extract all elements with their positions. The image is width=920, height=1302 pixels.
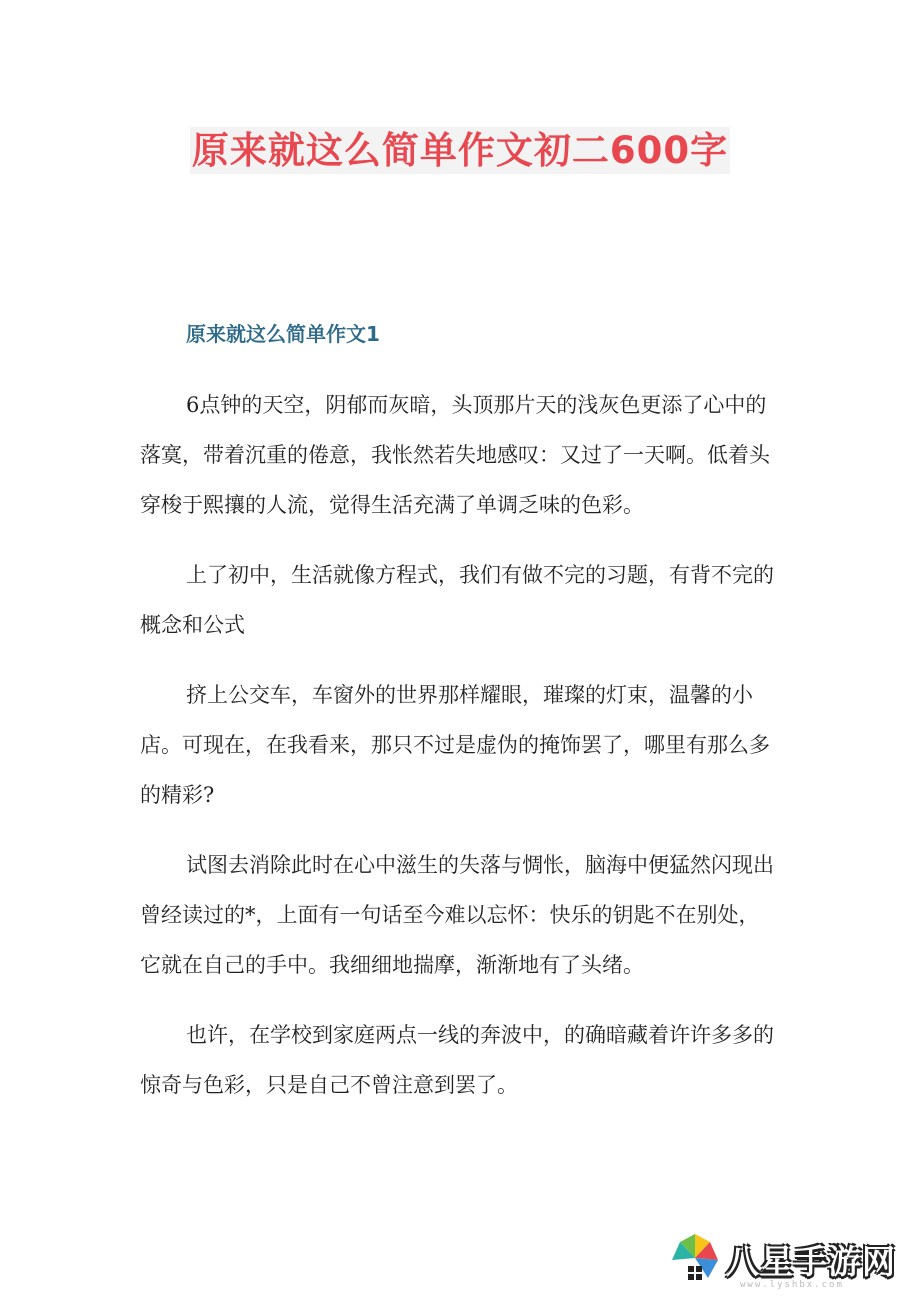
document-title	[0, 120, 920, 174]
paragraph-1: 6点钟的天空，阴郁而灰暗，头顶那片天的浅灰色更添了心中的落寞，带着沉重的倦意，我怅然若失地感叹：又过了一天啊。低着头穿梭于熙攘的人流，觉得生活充满了单调乏味的色彩。	[140, 393, 770, 517]
brand-url: www.lyshbx.com	[740, 1280, 844, 1290]
document-title-text: 原来就这么简单作文初二600字	[191, 129, 729, 172]
paragraph-3: 挤上公交车，车窗外的世界那样耀眼，璀璨的灯束，温馨的小店。可现在，在我看来，那只不过是虚伪的掩饰罢了，哪里有那么多的精彩?	[140, 683, 770, 807]
essay-body	[140, 380, 780, 1130]
brand-name: 八星手游网	[726, 1242, 896, 1281]
paragraph-5: 也许，在学校到家庭两点一线的奔波中，的确暗藏着许许多多的惊奇与色彩，只是自己不曾注意到罢了。	[140, 1023, 774, 1097]
paragraph-2: 上了初中，生活就像方程式，我们有做不完的习题，有背不完的概念和公式	[140, 563, 774, 637]
site-logo-icon	[668, 1230, 722, 1286]
site-watermark	[668, 1230, 908, 1294]
section-heading: 原来就这么简单作文1	[186, 322, 380, 346]
paragraph-4: 试图去消除此时在心中滋生的失落与惆怅，脑海中便猛然闪现出曾经读过的*，上面有一句话至今难以忘怀：快乐的钥匙不在别处，它就在自己的手中。我细细地揣摩，渐渐地有了头绪。	[140, 853, 774, 977]
